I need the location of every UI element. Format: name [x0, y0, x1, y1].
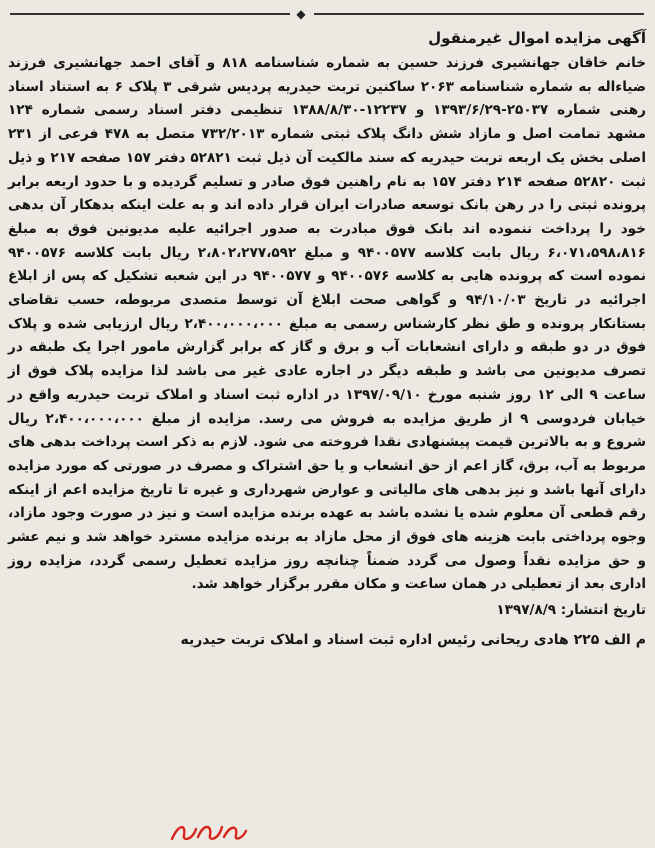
notice-content — [8, 26, 646, 816]
publication-date: تاریخ انتشار: ۱۳۹۷/۸/۹ — [496, 602, 646, 619]
red-handwritten-number — [168, 815, 248, 845]
diamond-ornament-icon: ◆ — [296, 7, 306, 21]
signature-line: م الف ۲۲۵ هادی ریحانی رئیس اداره ثبت اسناد و املاک تربت حیدریه — [180, 631, 646, 648]
top-rule-right-line — [314, 13, 644, 15]
top-rule — [0, 8, 655, 22]
notice-title: آگهی مزایده اموال غیرمنقول — [428, 29, 646, 47]
top-rule-left-line — [10, 13, 290, 15]
notice-body: خانم خاقان جهانشیری فرزند حسین به شماره شناسنامه ۸۱۸ و آقای احمد جهانشیری فرزند ضیاءاله به شماره شناسنامه ۲۰۶۳ ساکنین تربت حیدریه پردیس شرقی ۳ پلاک ۶ به استناد اسناد رهنی شماره ۲۵۰۳۷-۱۳۹۳/۶/۲۹ و ۱۲۲۳۷-۱۳۸۸/۸/۳۰ تنظیمی دفتر اسناد رسمی شماره ۱۲۴ مشهد تمامت اصل و مازاد شش دانگ پلاک ثبتی شماره ۷۳۲/۲۰۱۳ متصل به ۴۷۸ فرعی از ۲۳۱ اصلی بخش یک اربعه تربت حیدریه که سند مالکیت آن ذیل ثبت ۵۲۸۲۱ دفتر ۱۵۷ صفحه ۲۱۷ و ذیل ثبت ۵۲۸۲۰ صفحه ۲۱۴ دفتر ۱۵۷ به نام راهنین فوق صادر و تسلیم گردیده و با حدود اربعه برابر پرونده ثبتی را در رهن بانک توسعه صادرات ایران قرار داده اند و به علت اینکه بدهکار آن بدهی خود را پرداخت ننموده اند بانک فوق مبادرت به صدور اجرائیه علیه مدیونین فوق به مبلغ ۶،۰۷۱،۵۹۸،۸۱۶ ریال بابت کلاسه ۹۴۰۰۵۷۷ و مبلغ ۲،۸۰۲،۲۷۷،۵۹۲ ریال بابت کلاسه ۹۴۰۰۵۷۶ نموده است که پرونده هایی به کلاسه ۹۴۰۰۵۷۶ و ۹۴۰۰۵۷۷ در این شعبه تشکیل که پس از ابلاغ اجرائیه در تاریخ ۹۴/۱۰/۰۳ و گواهی صحت ابلاغ آن توسط متصدی مربوطه، حسب تقاضای بستانکار پرونده و طق نظر کارشناس رسمی به مبلغ ۲،۴۰۰،۰۰۰،۰۰۰ ریال ارزیابی شده و پلاک فوق در دو طبقه و دارای انشعابات آب و برق و گاز که برابر گزارش مامور اجرا یک طبقه در تصرف مدیونین می باشد و طبقه دیگر در اجاره عادی غیر می باشد لذا مزایده پلاک فوق از ساعت ۹ الی ۱۲ روز شنبه مورخ ۱۳۹۷/۰۹/۱۰ در اداره ثبت اسناد و املاک تربت حیدریه واقع در خیابان فردوسی ۹ از طریق مزایده به فروش می رسد. مزایده از مبلغ ۲،۴۰۰،۰۰۰،۰۰۰ ریال شروع و به بالاترین قیمت پیشنهادی نقدا فروخته می شود. لازم به ذکر است پرداخت بدهی های مربوط به آب، برق، گاز اعم از حق انشعاب و یا حق اشتراک و مصرف در صورتی که مورد مزایده دارای آنها باشد و نیز بدهی های مالیاتی و عوارض شهرداری و غیره تا تاریخ مزایده اعم از اینکه رقم قطعی آن معلوم شده یا نشده باشد به عهده برنده مزایده است و نیز در صورت وجود مازاد، وجوه پرداختی بابت هزینه های فوق از محل مازاد به برنده مزایده مسترد خواهد شد و نیم عشر و حق مزایده نقداً وصول می گردد ضمناً چنانچه روز مزایده تعطیل رسمی گردد، مزایده روز اداری بعد از تعطیلی در همان ساعت و مکان مقرر برگزار خواهد شد. — [8, 55, 646, 593]
